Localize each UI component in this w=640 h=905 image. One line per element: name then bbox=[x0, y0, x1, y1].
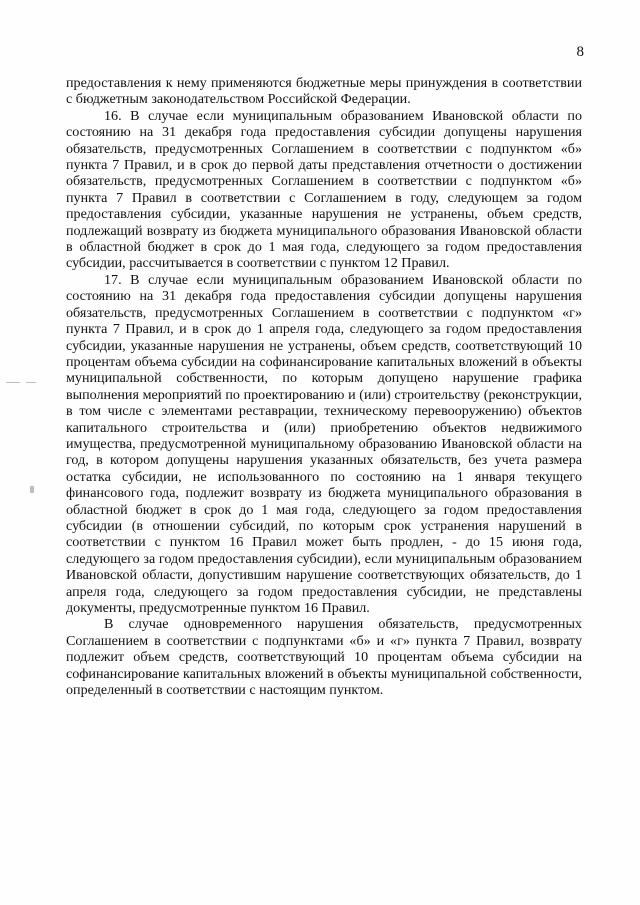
paragraph-16: 16. В случае если муниципальным образованием Ивановской области по состоянию на 31 декабря года предоставления субсидии допущены нарушения обязательств, предусмотренных Соглашением в соответствии с подпунктом «б» пункта 7 Правил, и в срок до первой даты представления отчетности о достижении обязательств, предусмотренных Соглашением в соответствии с подпунктом «б» пункта 7 Правил в соответствии с Соглашением в году, следующем за годом предоставления субсидии, указанные нарушения не устранены, объем средств, подлежащий возврату из бюджета муниципального образования Ивановской области в областной бюджет в срок до 1 мая года, следующего за годом предоставления субсидии, рассчитывается в соответствии с пунктом 12 Правил. bbox=[66, 107, 582, 272]
scan-artifact-left-2 bbox=[26, 382, 36, 383]
page-number: 8 bbox=[576, 44, 584, 60]
paragraph-simultaneous-violation: В случае одновременного нарушения обязательств, предусмотренных Соглашением в соответствии с подпунктами «б» и «г» пункта 7 Правил, возврату подлежит объем средств, соответствующий 10 процентам объема субсидии на софинансирование капитальных вложений в объекты муниципальной собственности, определенный в соответствии с настоящим пунктом. bbox=[66, 616, 582, 699]
paragraph-17: 17. В случае если муниципальным образованием Ивановской области по состоянию на 31 декабря года предоставления субсидии допущены нарушения обязательств, предусмотренных Соглашением в соответствии с подпунктом «г» пункта 7 Правил, и в срок до 1 апреля года, следующего за годом предоставления субсидии, указанные нарушения не устранены, объем средств, соответствующий 10 процентам объема субсидии на софинансирование капитальных вложений в объекты муниципальной собственности, по которым допущено нарушение графика выполнения мероприятий по проектированию и (или) строительству (реконструкции, в том числе с элементами реставрации, техническому перевооружению) объектов капитального строительства и (или) приобретению объектов недвижимого имущества, предусмотренной муниципальному образованию Ивановской области на год, в котором допущены нарушения указанных обязательств, без учета размера остатка субсидии, не использованного по состоянию на 1 января текущего финансового года, подлежит возврату из бюджета муниципального образования в областной бюджет в срок до 1 мая года, следующего за годом предоставления субсидии (в отношении субсидий, по которым срок устранения нарушений в соответствии с пунктом 16 Правил может быть продлен, - до 15 июня года, следующего за годом предоставления субсидии), если муниципальным образованием Ивановской области, допустившим нарушение соответствующих обязательств, до 1 апреля года, следующего за годом предоставления субсидии, не представлены документы, предусмотренные пунктом 16 Правил. bbox=[66, 271, 582, 616]
scan-artifact-left-1 bbox=[6, 382, 20, 383]
document-body bbox=[66, 75, 582, 698]
scan-artifact-left-3 bbox=[30, 486, 34, 493]
paragraph-continuation: предоставления к нему применяются бюджетные меры принуждения в соответствии с бюджетным законодательством Российской Федерации. bbox=[66, 75, 582, 108]
